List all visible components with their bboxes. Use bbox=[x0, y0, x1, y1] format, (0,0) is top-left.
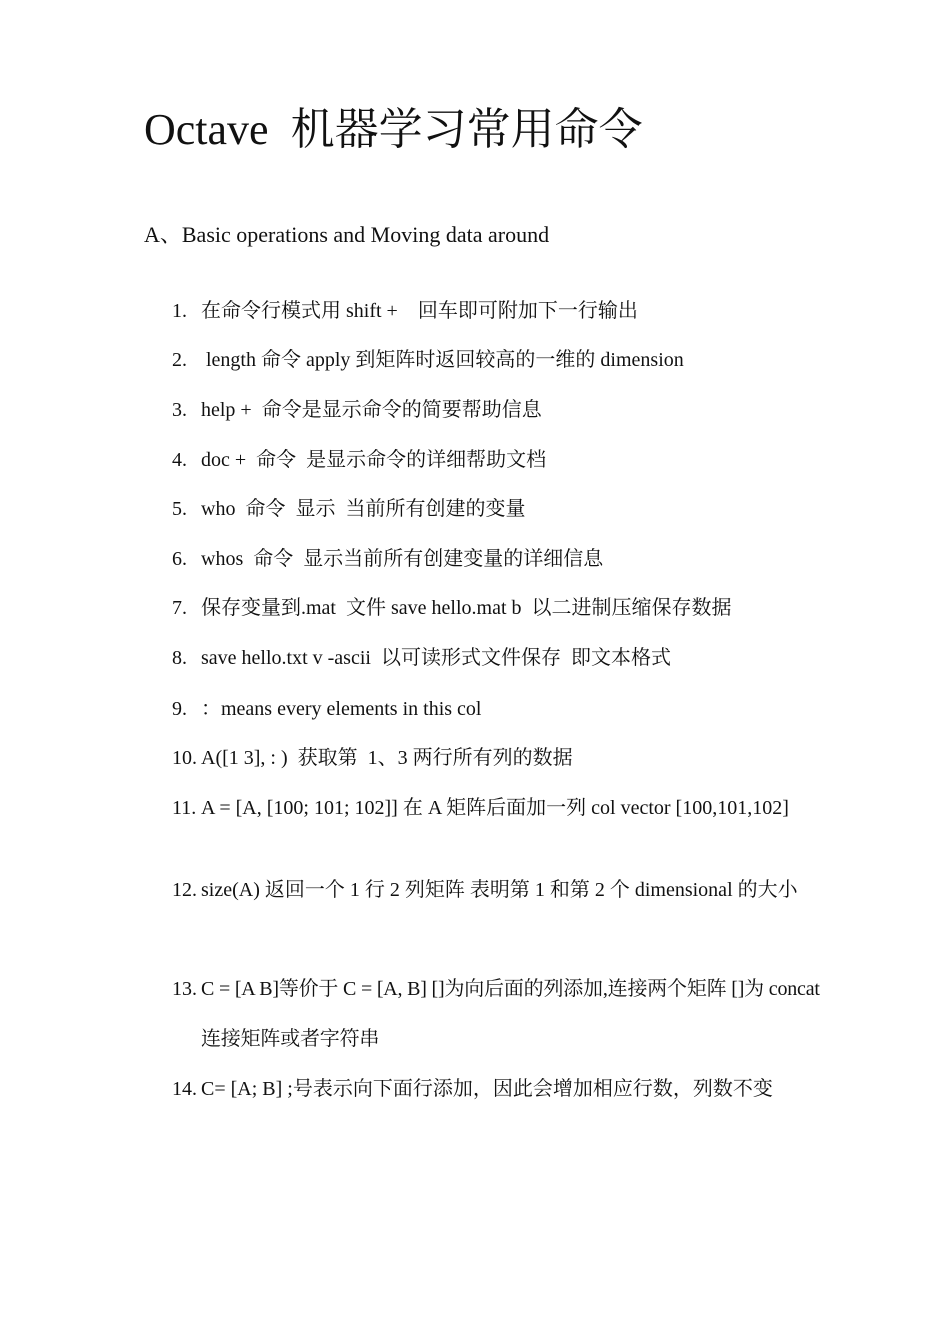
item-text: ：means every elements in this col bbox=[201, 698, 482, 720]
list-item bbox=[172, 296, 822, 326]
item-number: 13. bbox=[172, 978, 197, 1000]
item-text: save hello.txt v -ascii 以可读形式文件保存 即文本格式 bbox=[201, 647, 671, 669]
document-title: Octave 机器学习常用命令 bbox=[144, 105, 643, 154]
item-text: who 命令 显示 当前所有创建的变量 bbox=[201, 498, 526, 520]
item-number: 7. bbox=[172, 597, 187, 619]
list-item bbox=[172, 445, 822, 475]
item-text: help + 命令是显示命令的简要帮助信息 bbox=[201, 399, 542, 421]
item-number: 8. bbox=[172, 647, 187, 669]
list-item bbox=[172, 643, 822, 673]
item-text: 在命令行模式用 shift + 回车即可附加下一行输出 bbox=[201, 300, 638, 322]
list-item bbox=[172, 1074, 822, 1164]
list-item bbox=[172, 395, 822, 425]
list-item bbox=[172, 743, 822, 773]
item-number: 5. bbox=[172, 498, 187, 520]
list-item bbox=[172, 974, 822, 1064]
list-item bbox=[172, 875, 822, 965]
item-number: 14. bbox=[172, 1078, 197, 1100]
item-text: whos 命令 显示当前所有创建变量的详细信息 bbox=[201, 548, 604, 570]
list-item bbox=[172, 793, 822, 873]
list-item bbox=[172, 593, 822, 623]
list-item bbox=[172, 544, 822, 574]
item-number: 12. bbox=[172, 879, 197, 901]
item-text: doc + 命令 是显示命令的详细帮助文档 bbox=[201, 449, 547, 471]
list-item bbox=[172, 345, 822, 375]
item-text: C = [A B]等价于 C = [A, B] []为向后面的列添加,连接两个矩阵 []为 concat 连接矩阵或者字符串 bbox=[201, 978, 820, 1050]
list-item bbox=[172, 494, 822, 524]
item-number: 11. bbox=[172, 797, 197, 819]
item-number: 2. bbox=[172, 349, 187, 371]
section-heading: A、Basic operations and Moving data around bbox=[144, 222, 550, 247]
item-number: 6. bbox=[172, 548, 187, 570]
item-number: 3. bbox=[172, 399, 187, 421]
item-number: 1. bbox=[172, 300, 187, 322]
item-text: A([1 3], : ) 获取第 1、3 两行所有列的数据 bbox=[201, 747, 573, 769]
item-text: 保存变量到.mat 文件 save hello.mat b 以二进制压缩保存数据 bbox=[201, 597, 732, 619]
item-number: 9. bbox=[172, 698, 187, 720]
item-text: C= [A; B] ;号表示向下面行添加，因此会增加相应行数，列数不变 bbox=[201, 1078, 773, 1100]
item-number: 4. bbox=[172, 449, 187, 471]
list-item bbox=[172, 694, 822, 724]
item-text: length 命令 apply 到矩阵时返回较高的一维的 dimension bbox=[201, 349, 684, 371]
item-number: 10. bbox=[172, 747, 197, 769]
item-text: A = [A, [100; 101; 102]] 在 A 矩阵后面加一列 col vector [100,101,102] bbox=[201, 797, 789, 819]
item-text: size(A) 返回一个 1 行 2 列矩阵 表明第 1 和第 2 个 dimensional 的大小 bbox=[201, 879, 798, 901]
